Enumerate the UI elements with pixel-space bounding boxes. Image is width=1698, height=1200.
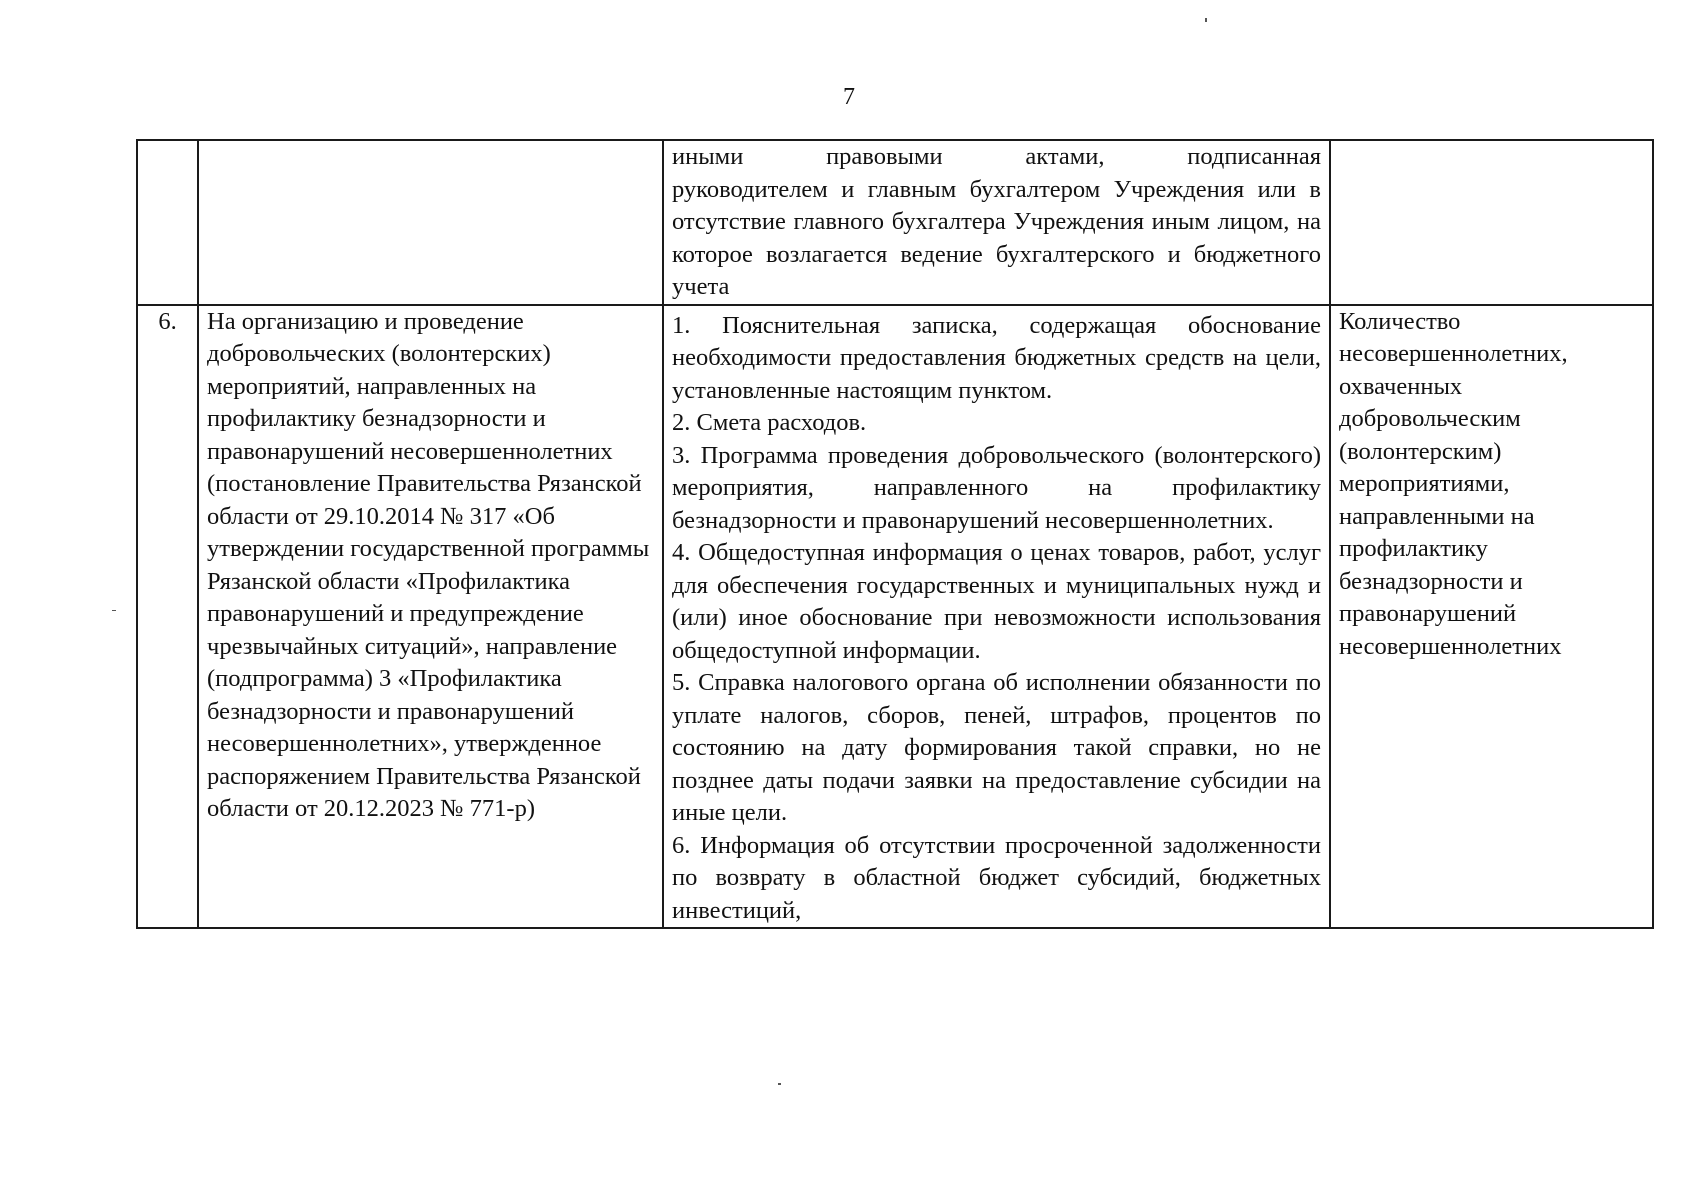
document-item-3: 3. Программа проведения добровольческого (волонтерского) мероприятия, направленного на профилактику безнадзорности и правонарушений несовершеннолетних. (672, 441, 1321, 534)
scan-speck (778, 1083, 781, 1085)
document-item-2: 2. Смета расходов. (672, 409, 867, 436)
documents-cell (663, 140, 1330, 305)
scan-speck (112, 610, 116, 611)
row-number-cell: 6. (137, 305, 198, 929)
documents-cell (663, 305, 1330, 929)
result-cell: Количество несовершеннолетних, охваченных добровольческим (волонтерским) мероприятиями, направленными на профилактику безнадзорности и правонарушений несовершеннолетних (1330, 305, 1653, 929)
document-item-5: 5. Справка налогового органа об исполнении обязанности по уплате налогов, сборов, пеней, штрафов, процентов по состоянию на дату формирования такой справки, но не позднее даты подачи заявки на предоставление субсидии на иные цели. (672, 669, 1321, 826)
row-number-cell (137, 140, 198, 305)
purpose-cell: На организацию и проведение добровольческих (волонтерских) мероприятий, направленных на профилактику безнадзорности и правонарушений несовершеннолетних (постановление Правительства Рязанской области от 29.10.2014 № 317 «Об утверждении государственной программы Рязанской области «Профилактика правонарушений и предупреждение чрезвычайных ситуаций», направление (подпрограмма) 3 «Профилактика безнадзорности и правонарушений несовершеннолетних», утвержденное распоряжением Правительства Рязанской области от 20.12.2023 № 771-р) (198, 305, 663, 929)
page-number: 7 (843, 84, 855, 110)
document-table (136, 139, 1654, 929)
table-row-continuation (137, 140, 1653, 305)
scan-speck (1205, 18, 1207, 22)
document-item-6: 6. Информация об отсутствии просроченной задолженности по возврату в областной бюджет субсидий, бюджетных инвестиций, (672, 831, 1321, 924)
documents-text-line: иными правовыми актами, подписанная (672, 143, 1321, 170)
result-cell (1330, 140, 1653, 305)
table-row-6 (137, 305, 1653, 929)
document-item-1: 1. Пояснительная записка, содержащая обоснование необходимости предоставления бюджетных средств на цели, установленные настоящим пунктом. (672, 311, 1321, 404)
document-item-4: 4. Общедоступная информация о ценах товаров, работ, услуг для обеспечения государственных и муниципальных нужд и (или) иное обоснование при невозможности использования общедоступной информации. (672, 539, 1321, 664)
documents-text: руководителем и главным бухгалтером Учреждения или в отсутствие главного бухгалтера Учреждения иным лицом, на которое возлагается ведение бухгалтерского и бюджетного учета (672, 175, 1321, 300)
purpose-cell (198, 140, 663, 305)
